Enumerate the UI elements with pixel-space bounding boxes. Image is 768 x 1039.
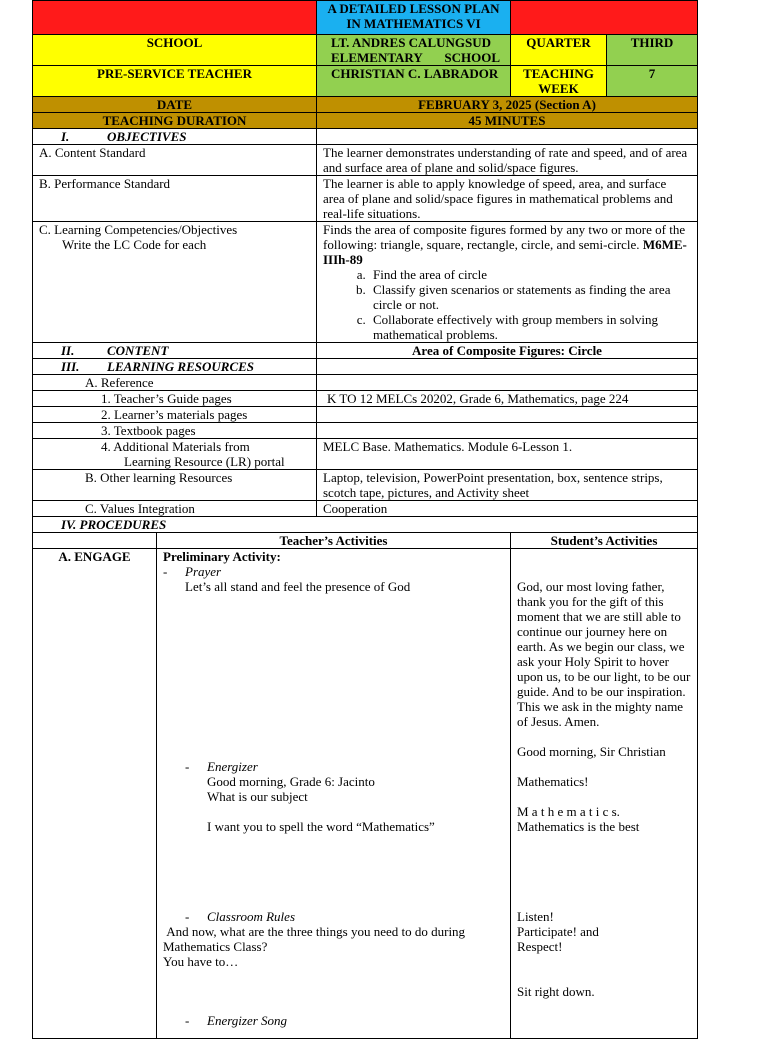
prayer-spacer bbox=[163, 594, 504, 759]
document-title bbox=[317, 1, 511, 35]
school-value-line-1: LT. ANDRES CALUNGSUD bbox=[331, 35, 492, 50]
student-activities-header: Student’s Activities bbox=[511, 533, 698, 549]
reference-label: A. Reference bbox=[33, 375, 317, 391]
classroom-rules-label: Classroom Rules bbox=[207, 909, 295, 924]
prayer-dash: - bbox=[163, 564, 168, 579]
energizer-student-3: M a t h e m a t i c s. bbox=[517, 804, 620, 819]
lesson-plan-table bbox=[32, 0, 698, 1039]
quarter-label: QUARTER bbox=[511, 35, 607, 66]
objective-item-c: c. Collaborate effectively with group members in solving mathematical problems. bbox=[369, 312, 691, 342]
energizer-student-4: Mathematics is the best bbox=[517, 819, 640, 834]
objectives-numeral: I. bbox=[61, 129, 70, 144]
resources-heading bbox=[33, 359, 317, 375]
student-rules-spacer bbox=[517, 954, 691, 984]
quarter-value: THIRD bbox=[607, 35, 698, 66]
values-integration-value: Cooperation bbox=[317, 501, 698, 517]
objectives-heading bbox=[33, 129, 317, 145]
energizer-item bbox=[163, 759, 504, 774]
student-top-spacer bbox=[517, 549, 691, 579]
teaching-week-label bbox=[511, 66, 607, 97]
title-line-1: A DETAILED LESSON PLAN bbox=[327, 1, 500, 16]
prayer-item bbox=[163, 564, 504, 579]
energizer-teacher-2: What is our subject bbox=[207, 789, 308, 804]
energizer-song-item bbox=[163, 1013, 504, 1028]
content-value: Area of Composite Figures: Circle bbox=[317, 343, 698, 359]
additional-materials-value: MELC Base. Mathematics. Module 6-Lesson 1. bbox=[317, 439, 698, 470]
additional-materials-label bbox=[33, 439, 317, 470]
teacher-activities-cell bbox=[157, 549, 511, 1039]
school-value bbox=[317, 35, 511, 66]
resources-heading-blank bbox=[317, 359, 698, 375]
energizer-gap bbox=[163, 804, 504, 819]
preliminary-activity-heading: Preliminary Activity: bbox=[163, 549, 281, 564]
competencies-label-line-2: Write the LC Code for each bbox=[62, 237, 207, 252]
classroom-rules-student-1: Listen! bbox=[517, 909, 554, 924]
title-line-2: IN MATHEMATICS VI bbox=[346, 16, 481, 31]
resources-numeral: III. bbox=[61, 359, 80, 374]
other-resources-label: B. Other learning Resources bbox=[33, 470, 317, 501]
objectives-heading-text: OBJECTIVES bbox=[107, 129, 187, 144]
content-heading-text: CONTENT bbox=[107, 343, 169, 358]
teachers-guide-label: 1. Teacher’s Guide pages bbox=[33, 391, 317, 407]
content-standard-label: A. Content Standard bbox=[33, 145, 317, 176]
student-gap-2 bbox=[517, 789, 691, 804]
energizer-spacer bbox=[163, 834, 504, 909]
procedures-phase-header-blank bbox=[33, 533, 157, 549]
student-gap-1 bbox=[517, 759, 691, 774]
energizer-student-2: Mathematics! bbox=[517, 774, 589, 789]
teaching-week-value: 7 bbox=[607, 66, 698, 97]
prayer-label: Prayer bbox=[185, 564, 222, 579]
objectives-list bbox=[323, 267, 691, 342]
school-value-word-2: SCHOOL bbox=[444, 50, 500, 65]
teaching-week-label-line-1: TEACHING bbox=[523, 66, 594, 81]
duration-label: TEACHING DURATION bbox=[33, 113, 317, 129]
energizer-dash: - bbox=[185, 759, 190, 774]
content-numeral: II. bbox=[61, 343, 75, 358]
school-value-word-1: ELEMENTARY bbox=[331, 50, 423, 65]
teacher-value: CHRISTIAN C. LABRADOR bbox=[317, 66, 511, 97]
content-heading bbox=[33, 343, 317, 359]
competencies-text: Finds the area of composite figures formed by any two or more of the following: triangle, square, rectangle, circle, and semi-circle. bbox=[323, 222, 686, 252]
competencies-label bbox=[33, 222, 317, 343]
prayer-teacher-text: Let’s all stand and feel the presence of God bbox=[185, 579, 411, 594]
teaching-week-label-line-2: WEEK bbox=[538, 81, 579, 96]
prayer-student-text: God, our most loving father, thank you for the gift of this moment that we are still able to continue our journey here on earth. As we begin our class, we ask your Holy Spirit to hover upon us, to be our light, to be our guide. And to be our inspiration. This we ask in the mighty name of Jesus. Amen. bbox=[517, 579, 691, 729]
values-integration-label: C. Values Integration bbox=[33, 501, 317, 517]
teacher-label: PRE-SERVICE TEACHER bbox=[33, 66, 317, 97]
learners-materials-blank bbox=[317, 407, 698, 423]
title-left-blank bbox=[33, 1, 317, 35]
textbook-label: 3. Textbook pages bbox=[33, 423, 317, 439]
lesson-plan-document bbox=[32, 0, 697, 1028]
duration-value: 45 MINUTES bbox=[317, 113, 698, 129]
classroom-rules-teacher-2: You have to… bbox=[163, 954, 239, 969]
classroom-rules-teacher-1: And now, what are the three things you need to do during Mathematics Class? bbox=[163, 924, 469, 954]
energizer-teacher-3: I want you to spell the word “Mathematics” bbox=[207, 819, 435, 834]
classroom-rules-student-3: Respect! bbox=[517, 939, 563, 954]
energizer-song-student: Sit right down. bbox=[517, 984, 595, 999]
date-value: FEBRUARY 3, 2025 (Section A) bbox=[317, 97, 698, 113]
student-prayer-spacer bbox=[517, 729, 691, 744]
school-value-line-2 bbox=[331, 50, 504, 65]
objectives-heading-blank bbox=[317, 129, 698, 145]
objective-item-b: b. Classify given scenarios or statements as finding the area circle or not. bbox=[369, 282, 691, 312]
energizer-song-label: Energizer Song bbox=[207, 1013, 288, 1028]
procedures-heading: IV. PROCEDURES bbox=[33, 517, 698, 533]
reference-blank bbox=[317, 375, 698, 391]
teachers-guide-value: K TO 12 MELCs 20202, Grade 6, Mathematics, page 224 bbox=[317, 391, 698, 407]
additional-materials-label-line-2: Learning Resource (LR) portal bbox=[124, 454, 285, 469]
resources-heading-text: LEARNING RESOURCES bbox=[107, 359, 255, 374]
competencies-value bbox=[317, 222, 698, 343]
classroom-rules-student-2: Participate! and bbox=[517, 924, 599, 939]
classroom-rules-dash: - bbox=[185, 909, 190, 924]
textbook-blank bbox=[317, 423, 698, 439]
energizer-song-dash: - bbox=[185, 1013, 190, 1028]
content-standard-value: The learner demonstrates understanding of rate and speed, and of area and surface area of plane and solid/space figures. bbox=[317, 145, 698, 176]
date-label: DATE bbox=[33, 97, 317, 113]
teacher-activities-header: Teacher’s Activities bbox=[157, 533, 511, 549]
learners-materials-label: 2. Learner’s materials pages bbox=[33, 407, 317, 423]
student-activities-cell bbox=[511, 549, 698, 1039]
objective-item-a: a. Find the area of circle bbox=[369, 267, 691, 282]
school-label: SCHOOL bbox=[33, 35, 317, 66]
title-right-blank bbox=[511, 1, 698, 35]
competencies-label-line-1: C. Learning Competencies/Objectives bbox=[39, 222, 238, 237]
energizer-teacher-1: Good morning, Grade 6: Jacinto bbox=[207, 774, 375, 789]
student-energizer-spacer bbox=[517, 834, 691, 909]
engage-phase-label: A. ENGAGE bbox=[33, 549, 157, 1039]
energizer-label: Energizer bbox=[207, 759, 258, 774]
classroom-rules-item bbox=[163, 909, 504, 924]
energizer-student-1: Good morning, Sir Christian bbox=[517, 744, 666, 759]
additional-materials-label-line-1: 4. Additional Materials from bbox=[101, 439, 250, 454]
competencies-code: M6ME-IIIh-89 bbox=[323, 237, 687, 267]
rules-spacer bbox=[163, 969, 504, 1013]
performance-standard-label: B. Performance Standard bbox=[33, 176, 317, 222]
performance-standard-value: The learner is able to apply knowledge of speed, area, and surface area of plane and solid/space figures in mathematical problems and real-life situations. bbox=[317, 176, 698, 222]
other-resources-value: Laptop, television, PowerPoint presentation, box, sentence strips, scotch tape, pictures, and Activity sheet bbox=[317, 470, 698, 501]
